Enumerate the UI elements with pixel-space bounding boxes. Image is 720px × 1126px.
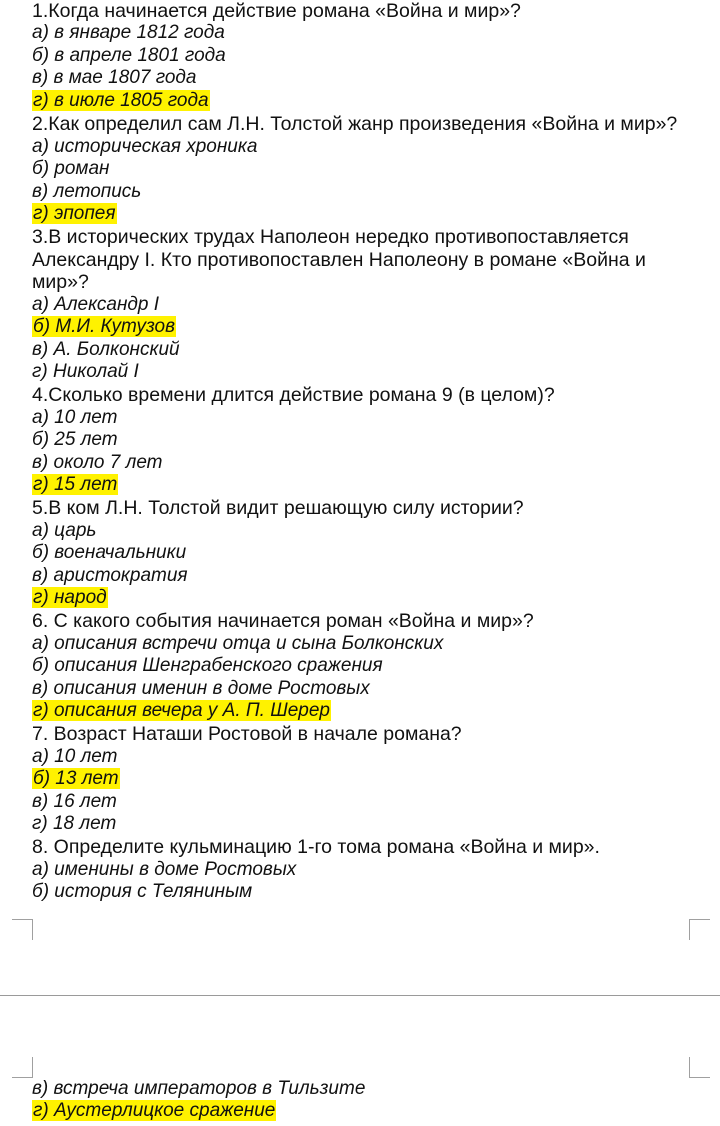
q2-answer-c: в) летопись: [32, 181, 142, 202]
q5-answer-d-correct: [32, 587, 108, 609]
q3-answer-a: а) Александр I: [32, 294, 160, 315]
question-2: 2.Как определил сам Л.Н. Толстой жанр произведения «Война и мир»?: [32, 113, 678, 135]
q3-answer-c: в) А. Болконский: [32, 339, 180, 360]
question-4: 4.Сколько времени длится действие романа 9 (в целом)?: [32, 384, 555, 406]
q2-answer-d-correct: [32, 203, 117, 225]
q1-answer-a: а) в январе 1812 года: [32, 22, 225, 43]
highlight: г) эпопея: [33, 203, 116, 224]
highlight: г) народ: [33, 587, 107, 608]
highlight: г) описания вечера у А. П. Шерер: [33, 700, 330, 721]
question-5: 5.В ком Л.Н. Толстой видит решающую силу истории?: [32, 497, 524, 519]
page-corner-mark: [12, 1057, 33, 1078]
page-corner-mark: [689, 919, 710, 940]
page-break-divider: [0, 995, 720, 996]
q5-answer-b: б) военачальники: [32, 542, 187, 563]
highlight: б) М.И. Кутузов: [33, 316, 176, 337]
question-6: 6. С какого события начинается роман «Война и мир»?: [32, 610, 534, 632]
question-7: 7. Возраст Наташи Ростовой в начале романа?: [32, 723, 462, 745]
q5-answer-a: а) царь: [32, 520, 97, 541]
q6-answer-d-correct: [32, 700, 331, 722]
q7-answer-d: г) 18 лет: [32, 813, 117, 834]
q4-answer-c: в) около 7 лет: [32, 452, 163, 473]
q2-answer-b: б) роман: [32, 158, 110, 179]
q7-answer-a: а) 10 лет: [32, 746, 118, 767]
highlight: б) 13 лет: [33, 768, 119, 789]
q7-answer-b-correct: [32, 768, 120, 790]
q4-answer-d-correct: [32, 474, 118, 496]
q6-answer-a: а) описания встречи отца и сына Болконских: [32, 633, 444, 654]
q4-answer-a: а) 10 лет: [32, 407, 118, 428]
question-3-line-2: Александру I. Кто противопоставлен Наполеону в романе «Война и: [32, 249, 646, 271]
highlight: г) Аустерлицкое сражение: [33, 1100, 276, 1121]
highlight: г) 15 лет: [33, 474, 118, 495]
q1-answer-b: б) в апреле 1801 года: [32, 45, 226, 66]
q3-answer-b-correct: [32, 316, 176, 338]
page-corner-mark: [12, 919, 33, 940]
question-3-line-1: 3.В исторических трудах Наполеон нередко противопоставляется: [32, 226, 629, 248]
page-corner-mark: [689, 1057, 710, 1078]
q6-answer-b: б) описания Шенграбенского сражения: [32, 655, 383, 676]
question-1: 1.Когда начинается действие романа «Война и мир»?: [32, 0, 521, 22]
q5-answer-c: в) аристократия: [32, 565, 188, 586]
q8-answer-a: а) именины в доме Ростовых: [32, 859, 297, 880]
q1-answer-d-correct: [32, 90, 210, 112]
question-8: 8. Определите кульминацию 1-го тома романа «Война и мир».: [32, 836, 600, 858]
q4-answer-b: б) 25 лет: [32, 429, 118, 450]
q6-answer-c: в) описания именин в доме Ростовых: [32, 678, 370, 699]
question-3-line-3: мир»?: [32, 271, 89, 293]
q8-answer-c: в) встреча императоров в Тильзите: [32, 1078, 366, 1099]
q7-answer-c: в) 16 лет: [32, 791, 117, 812]
q3-answer-d: г) Николай I: [32, 361, 139, 382]
q8-answer-b: б) история с Теляниным: [32, 881, 253, 902]
highlight: г) в июле 1805 года: [33, 90, 209, 111]
q2-answer-a: а) историческая хроника: [32, 136, 258, 157]
q8-answer-d-correct: [32, 1100, 276, 1122]
q1-answer-c: в) в мае 1807 года: [32, 67, 197, 88]
